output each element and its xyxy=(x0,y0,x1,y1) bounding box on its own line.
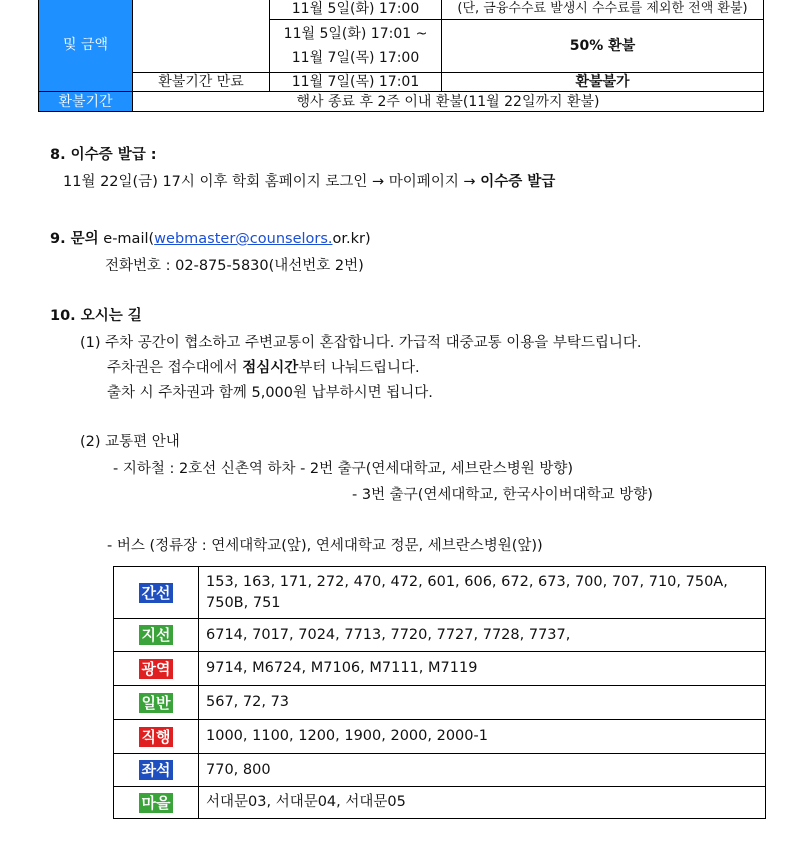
parking-line3: 출차 시 주차권과 함께 5,000원 납부하시면 됩니다. xyxy=(107,385,433,401)
parking-line2-a: 주차권은 접수대에서 xyxy=(107,360,243,376)
bus-type-badge: 간선 xyxy=(139,583,174,603)
refund-period-text: 행사 종료 후 2주 이내 환불(11월 22일까지 환불) xyxy=(132,91,764,112)
bus-numbers: 6714, 7017, 7024, 7713, 7720, 7727, 7728, 7737, xyxy=(206,626,571,643)
bus-numbers: 9714, M6724, M7106, M7111, M7119 xyxy=(206,660,478,676)
refund-left-label: 및 금액 xyxy=(38,0,133,92)
bus-row-metro xyxy=(114,651,765,685)
bus-type-badge: 지선 xyxy=(139,625,174,645)
bus-type-cell xyxy=(114,619,199,651)
bus-type-badge: 일반 xyxy=(139,693,174,713)
parking-line2 xyxy=(107,358,420,378)
section8-text: 11월 22일(금) 17시 이후 학회 홈페이지 로그인 → 마이페이지 → xyxy=(63,174,481,190)
refund-col1-blank xyxy=(132,0,270,73)
section9-contact xyxy=(50,229,371,249)
parking-line2-bold: 점심시간 xyxy=(242,360,299,376)
parking-line1: (1) 주차 공간이 협소하고 주변교통이 혼잡합니다. 가급적 대중교통 이용을 부탁드립니다. xyxy=(80,335,642,351)
bus-type-badge: 광역 xyxy=(139,659,174,679)
bus-numbers: 567, 72, 73 xyxy=(206,694,290,710)
refund-row1-col2: 11월 5일(화) 17:00 xyxy=(269,0,442,20)
refund-row2-col2 xyxy=(269,19,442,73)
refund-row2-date-end: 11월 7일(목) 17:00 xyxy=(291,50,420,66)
bus-type-badge: 마을 xyxy=(139,793,174,813)
refund-row3-col2: 11월 7일(목) 17:01 xyxy=(269,72,442,92)
bus-table xyxy=(113,566,766,819)
section8-heading: 8. 이수증 발급 : xyxy=(50,147,157,163)
bus-type-cell xyxy=(114,567,199,618)
subway-line2: - 3번 출구(연세대학교, 한국사이버대학교 방향) xyxy=(352,487,653,503)
refund-row2-date-start: 11월 5일(화) 17:01 ~ xyxy=(283,26,428,42)
refund-row2-col3: 50% 환불 xyxy=(441,19,764,73)
bus-type-cell xyxy=(114,652,199,685)
bus-row-trunk xyxy=(114,567,765,618)
refund-row3-col3: 환불불가 xyxy=(441,72,764,92)
bus-type-badge: 직행 xyxy=(139,727,174,747)
email-suffix: or.kr) xyxy=(332,231,371,247)
bus-type-cell xyxy=(114,686,199,719)
bus-row-village xyxy=(114,786,765,818)
refund-row1-col3: (단, 금융수수료 발생시 수수료를 제외한 전액 환불) xyxy=(441,0,764,20)
bus-numbers: 1000, 1100, 1200, 1900, 2000, 2000-1 xyxy=(206,728,488,744)
bus-line: - 버스 (정류장 : 연세대학교(앞), 연세대학교 정문, 세브란스병원(앞)) xyxy=(107,538,543,554)
email-link[interactable]: webmaster@counselors. xyxy=(154,231,333,247)
section10-heading: 10. 오시는 길 xyxy=(50,308,142,324)
section8-bold-text: 이수증 발급 xyxy=(480,174,556,190)
bus-row-express xyxy=(114,719,765,753)
bus-type-badge: 좌석 xyxy=(139,760,174,780)
bus-row-branch xyxy=(114,618,765,651)
section8-line xyxy=(63,172,555,192)
bus-numbers: 153, 163, 171, 272, 470, 472, 601, 606, 672, 673, 700, 707, 710, 750A, 750B, 751 xyxy=(206,573,728,611)
bus-numbers: 서대문03, 서대문04, 서대문05 xyxy=(206,794,406,810)
transport-title: (2) 교통편 안내 xyxy=(80,434,180,450)
section9-phone: 전화번호 : 02-875-5830(내선번호 2번) xyxy=(105,258,364,274)
email-prefix: e-mail( xyxy=(98,231,155,247)
refund-row3-col1: 환불기간 만료 xyxy=(132,72,270,92)
bus-type-cell xyxy=(114,720,199,753)
bus-numbers: 770, 800 xyxy=(206,761,271,778)
section9-heading: 9. 문의 xyxy=(50,231,99,247)
parking-line2-b: 부터 나눠드립니다. xyxy=(298,360,420,376)
bus-row-general xyxy=(114,685,765,719)
bus-type-cell xyxy=(114,787,199,818)
bus-type-cell xyxy=(114,754,199,786)
refund-period-label: 환불기간 xyxy=(38,91,133,112)
refund-table xyxy=(38,0,764,113)
subway-line1: - 지하철 : 2호선 신촌역 하차 - 2번 출구(연세대학교, 세브란스병원 방향) xyxy=(113,461,573,477)
bus-row-seat xyxy=(114,753,765,786)
